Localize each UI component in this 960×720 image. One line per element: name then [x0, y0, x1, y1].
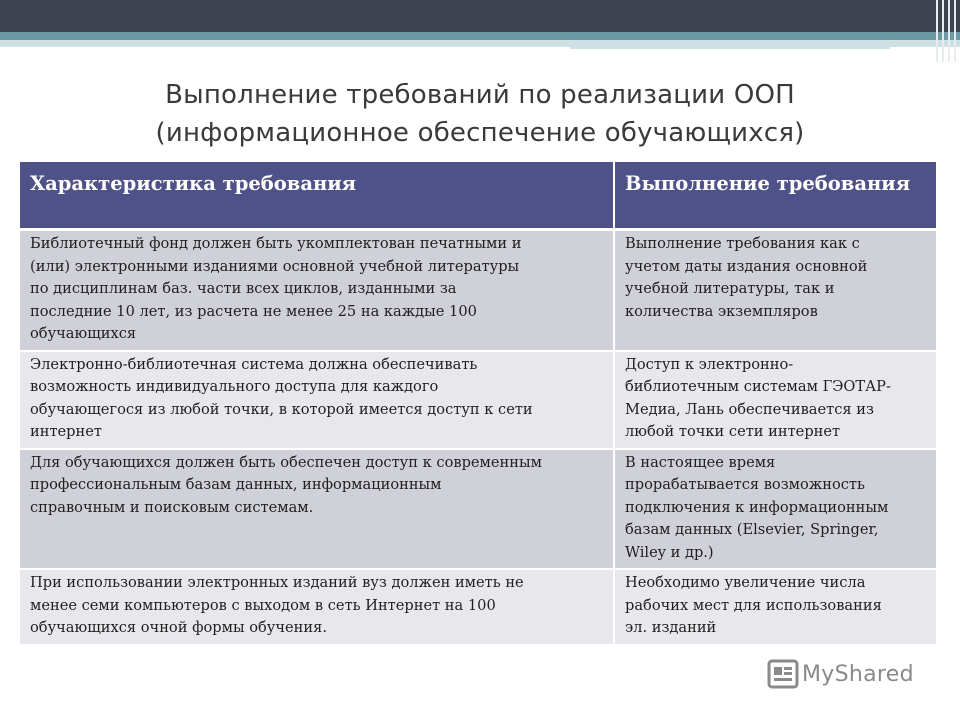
requirement-text: Для обучающихся должен быть обеспечен доступ к современным профессиональным базам данных, информационным справочным и поисковым системам. [30, 453, 542, 516]
fulfillment-cell [615, 570, 936, 646]
fulfillment-text: Выполнение требования как с учетом даты издания основной учебной литературы, так и количества экземпляров [625, 235, 868, 320]
table-row [20, 450, 936, 571]
requirement-text: Электронно-библиотечная система должна обеспечивать возможность индивидуального доступа для каждого обучающегося из любой точки, в которой имеется доступ к сети интернет [30, 355, 533, 440]
myshared-logo-icon [766, 657, 800, 691]
requirement-cell [20, 231, 615, 352]
top-thin-line [570, 47, 890, 49]
header-fulfillment: Выполнение требования [615, 162, 936, 231]
fulfillment-cell [615, 352, 936, 450]
fulfillment-text: В настоящее время прорабатывается возможность подключения к информационным базам данных (Elsevier, Springer, Wiley и др.) [625, 453, 889, 561]
fulfillment-cell [615, 231, 936, 352]
fulfillment-text: Доступ к электронно- библиотечным системам ГЭОТАР- Медиа, Лань обеспечивается из любой точки сети интернет [625, 355, 891, 440]
requirement-cell [20, 570, 615, 646]
table-header-row [20, 162, 936, 231]
requirement-cell [20, 352, 615, 450]
header-requirement: Характеристика требования [20, 162, 615, 231]
table-row [20, 231, 936, 352]
slide-title [0, 76, 960, 152]
requirement-text: При использовании электронных изданий вуз должен иметь не менее семи компьютеров с выходом в сеть Интернет на 100 обучающихся очной формы обучения. [30, 574, 524, 636]
top-light-band [0, 40, 960, 47]
fulfillment-text: Необходимо увеличение числа рабочих мест для использования эл. изданий [625, 574, 882, 636]
fulfillment-cell [615, 450, 936, 571]
title-line-1: Выполнение требований по реализации ООП [165, 80, 795, 110]
top-dark-band [0, 0, 960, 32]
corner-stripes [932, 0, 960, 62]
requirement-cell [20, 450, 615, 571]
requirement-text: Библиотечный фонд должен быть укомплектован печатными и (или) электронными изданиями основной учебной литературы по дисциплинам баз. части всех циклов, изданными за последние 10 лет, из расчета не менее 25 на каждые 100 обучающихся [30, 235, 522, 342]
title-line-2: (информационное обеспечение обучающихся) [155, 118, 805, 148]
requirements-table [20, 162, 936, 646]
table-row [20, 570, 936, 646]
table-row [20, 352, 936, 450]
myshared-watermark [766, 656, 936, 692]
watermark-text: MyShared [802, 661, 914, 687]
top-teal-band [0, 32, 960, 40]
